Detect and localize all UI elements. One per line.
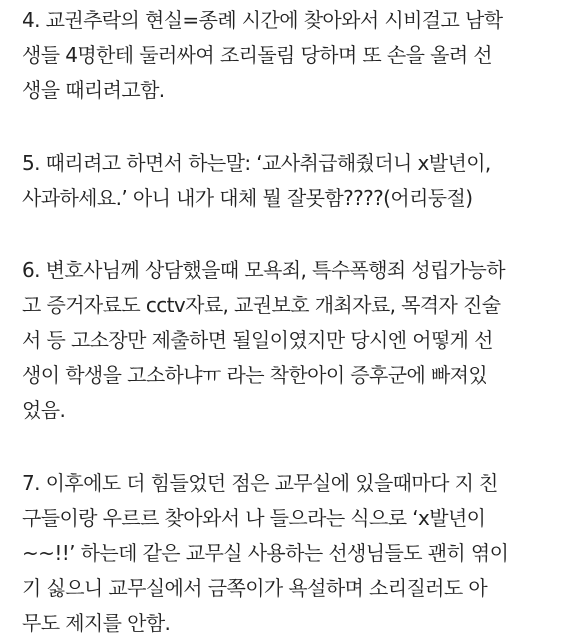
text-line: 7. 이후에도 더 힘들었던 점은 교무실에 있을때마다 지 친: [22, 471, 498, 495]
text-line: 6. 변호사님께 상담했을때 모욕죄, 특수폭행죄 성립가능하: [22, 258, 505, 282]
text-line: 생들 4명한테 둘러싸여 조리돌림 당하며 또 손을 올려 선: [22, 43, 493, 67]
paragraph-5: [22, 146, 491, 216]
text-line: 4. 교권추락의 현실=종례 시간에 찾아와서 시비걸고 남학: [22, 8, 503, 32]
text-line: 고 증거자료도 cctv자료, 교권보호 개최자료, 목격자 진술: [22, 293, 501, 317]
text-line: 5. 때리려고 하면서 하는말: ‘교사취급해줬더니 x발년이,: [22, 151, 491, 175]
text-line: ~~!!’ 하는데 같은 교무실 사용하는 선생님들도 괜히 엮이: [22, 541, 509, 565]
text-line: 생을 때리려고함.: [22, 78, 165, 102]
paragraph-4: [22, 3, 502, 108]
text-line: 었음.: [22, 398, 66, 422]
text-line: 서 등 고소장만 제출하면 될일이였지만 당시엔 어떻게 선: [22, 328, 493, 352]
text-line: 구들이랑 우르르 찾아와서 나 들으라는 식으로 ‘x발년이: [22, 506, 486, 530]
text-line: 기 싫으니 교무실에서 금쪽이가 욕설하며 소리질러도 아: [22, 576, 488, 600]
text-line: 무도 제지를 안함.: [22, 611, 171, 635]
text-line: 사과하세요.’ 아니 내가 대체 뭘 잘못함????(어리둥절): [22, 186, 473, 210]
text-line: 생이 학생을 고소하냐ㅠ 라는 착한아이 증후군에 빠져있: [22, 363, 488, 387]
paragraph-6: [22, 253, 505, 428]
paragraph-7: [22, 466, 508, 641]
